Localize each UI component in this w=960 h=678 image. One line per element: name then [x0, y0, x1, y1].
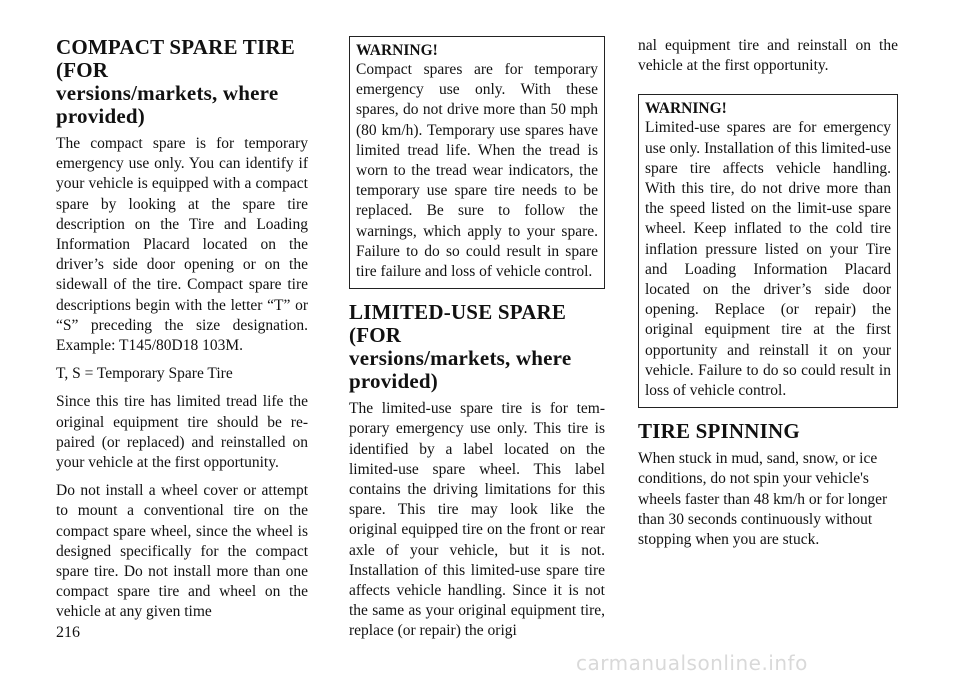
column-middle	[349, 36, 605, 650]
limited-use-warning-box	[638, 94, 898, 408]
compact-spare-paragraph-1: The compact spare is for temporary emergency use only. You can identify if your vehicle is equipped with a compact spare by looking at the spare tire description on the Tire and Loading Information Placard located on the driver’s side door opening or on the sidewall of the tire. Compact spare tire descriptions begin with the letter “T” or “S” preceding the size designation. Example: T145/80D18 103M.	[56, 135, 308, 355]
warning-title: WARNING!	[645, 100, 727, 118]
compact-spare-paragraph-4: Do not install a wheel cover or attempt to mount a conventional tire on the compact spare wheel, since the wheel is designed specifically for the compact spare tire. Do not install more than one compact spare tire and wheel on the vehicle at any given time	[56, 482, 308, 621]
heading-line-2: versions/markets, where	[349, 346, 572, 371]
column-right	[638, 36, 898, 558]
heading-line-3: provided)	[56, 104, 145, 128]
limited-use-spare-paragraph-continued: nal equipment tire and reinstall on the vehicle at the first opportunity.	[638, 37, 898, 75]
heading-line-1: LIMITED-USE SPARE (FOR	[349, 300, 567, 348]
compact-spare-paragraph-3: Since this tire has limited tread life the original equipment tire should be repaired (or replaced) and reinstalled on your vehicle at the first opportunity.	[56, 393, 308, 472]
compact-spare-paragraph-2: T, S = Temporary Spare Tire	[56, 365, 233, 383]
limited-use-spare-paragraph: The limited-use spare tire is for temporary emergency use only. This tire is identified by a label located on the limited-use spare wheel. This label contains the driving limitations for this spare. This tire may look like the original equipped tire on the front or rear axle of your vehicle, but it is not. Installation of this limited-use spare tire affects vehicle handling. Since it is not the same as your original equipment tire, replace (or repair) the origi	[349, 400, 605, 640]
warning-text: Compact spares are for temporary emergency use only. With these spares, do not drive more than 50 mph (80 km/h). Temporary use spares have limited tread life. When the tread is worn to the tread wear indicators, the temporary use spare tire needs to be replaced. Be sure to follow the warnings, which apply to your spare. Failure to do so could result in spare tire failure and loss of vehicle control.	[356, 61, 598, 281]
page-number: 216	[56, 624, 80, 641]
limited-use-spare-heading	[349, 301, 605, 393]
watermark: carmanualsonline.info	[576, 651, 808, 675]
heading-line-1: COMPACT SPARE TIRE (FOR	[56, 35, 295, 82]
warning-title: WARNING!	[356, 42, 438, 59]
compact-spare-heading	[56, 36, 308, 128]
heading-line-2: versions/markets, where	[56, 81, 279, 105]
compact-spare-warning-box	[349, 36, 605, 289]
warning-text: Limited-use spares are for emergency use only. Installation of this limited-use spare tire affects vehicle handling. With this tire, do not drive more than the speed listed on the limit-use spare wheel. Keep inflated to the cold tire inflation pressure listed on your Tire and Loading Information Placard located on the driver’s side door opening. Replace (or repair) the original equipment tire at the first opportunity and reinstall it on your vehicle. Failure to do so could result in loss of vehicle control.	[645, 119, 891, 400]
heading-line-3: provided)	[349, 369, 438, 394]
tire-spinning-paragraph: When stuck in mud, sand, snow, or ice conditions, do not spin your vehicle's wheels faster than 48 km/h or for longer than 30 seconds continuously without stopping when you are stuck.	[638, 450, 888, 549]
column-left	[56, 36, 308, 631]
tire-spinning-heading: TIRE SPINNING	[638, 419, 800, 444]
